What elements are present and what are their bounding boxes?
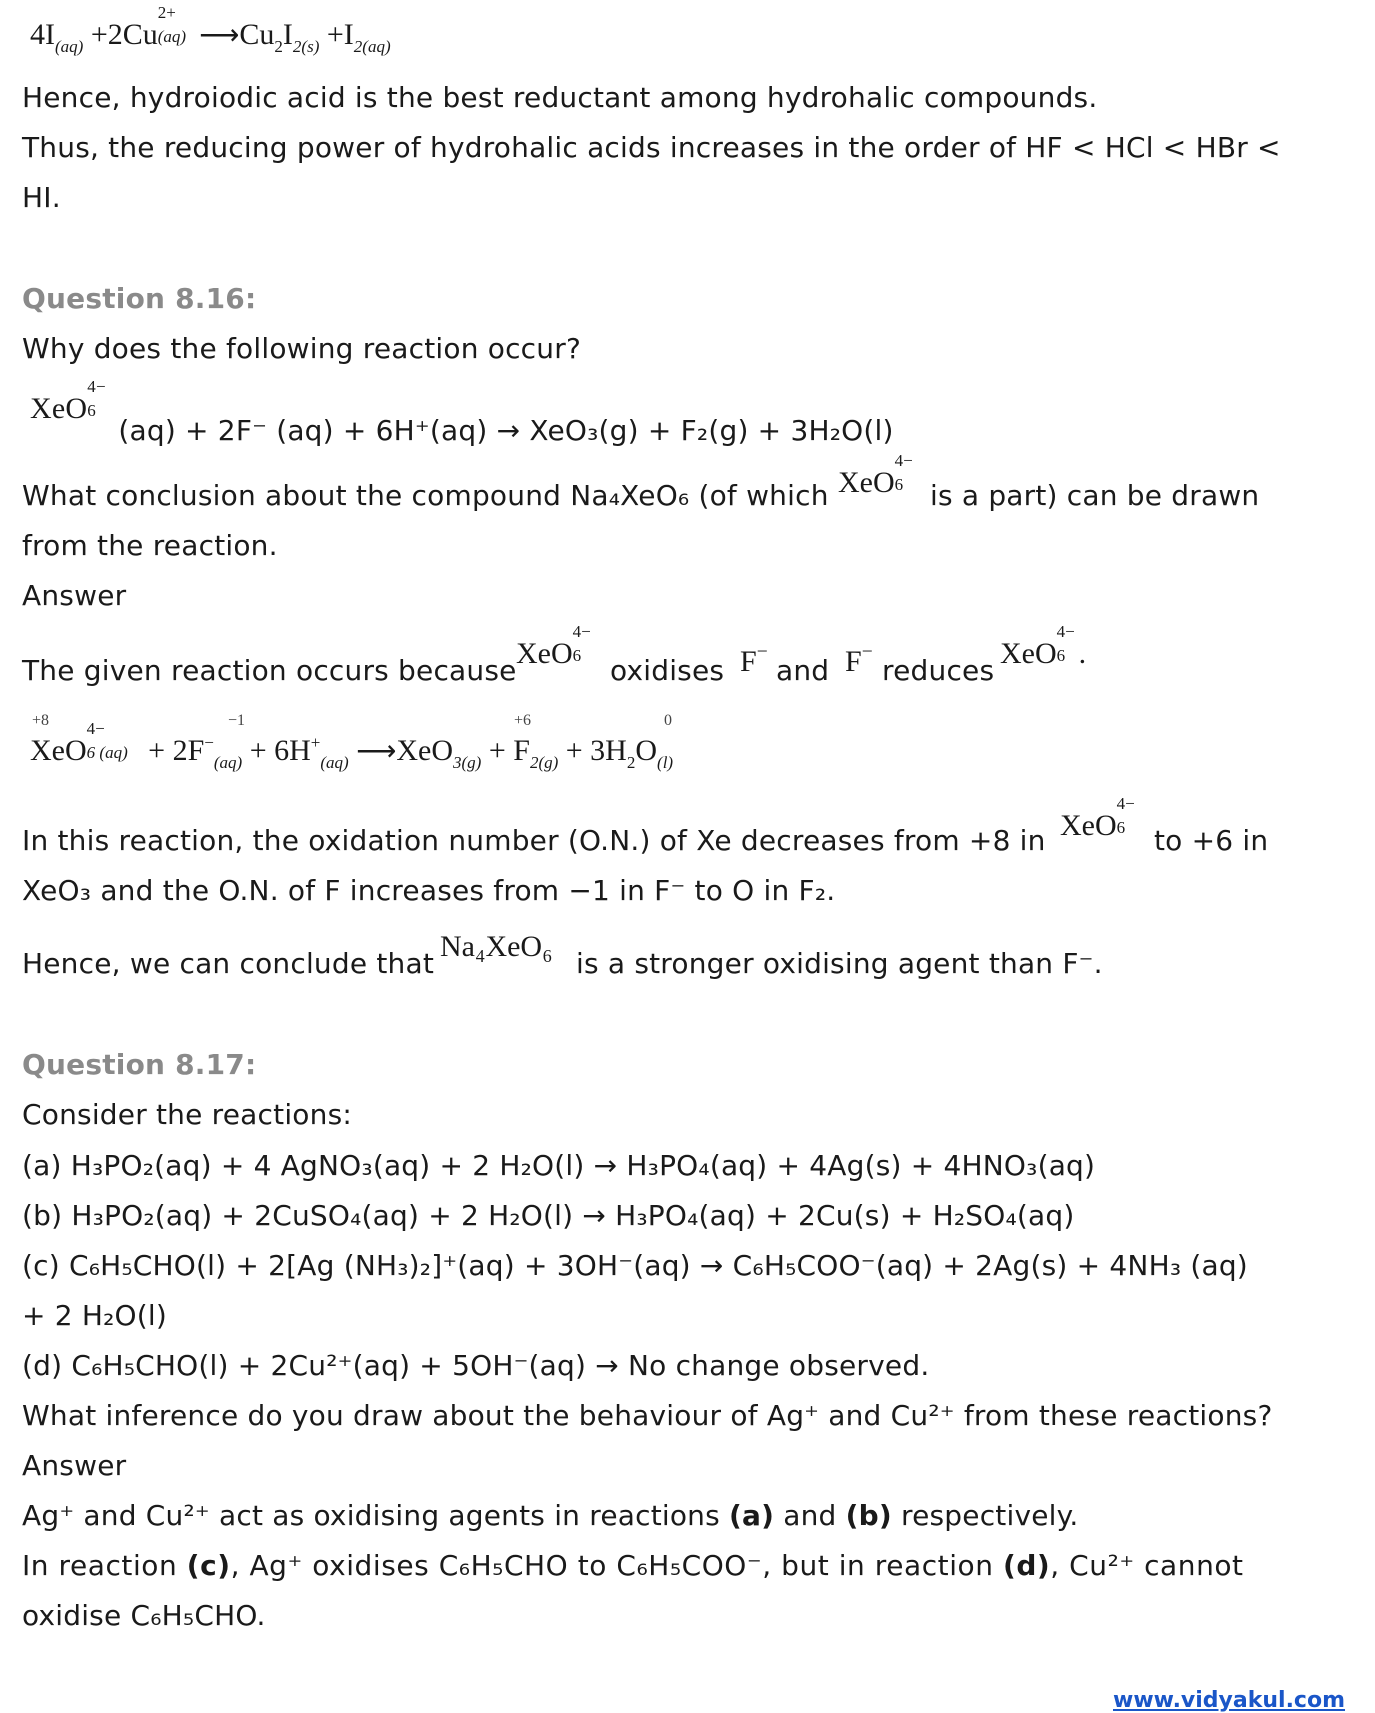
question-text: What inference do you draw about the behaviour of Ag⁺ and Cu²⁺ from these reactions? [22,1399,1273,1432]
answer-label: Answer [22,1449,127,1482]
question-heading: Question 8.16: [22,282,257,315]
reaction-a: (a) H₃PO₂(aq) + 4 AgNO₃(aq) + 2 H₂O(l) → H₃PO₄(aq) + 4Ag(s) + 4HNO₃(aq) [22,1149,1096,1182]
question-text: is a part) can be drawn [930,479,1260,512]
question-text: What conclusion about the compound Na₄XeO₆ (of which [22,479,829,512]
xeo6-formula: XeO 4− 6 [30,377,106,425]
xeo6-formula: XeO 4− 6 [838,451,913,499]
text-line: Thus, the reducing power of hydrohalic acids increases in the order of HF < HCl < HBr < [22,131,1281,164]
reaction-d: (d) C₆H₅CHO(l) + 2Cu²⁺(aq) + 5OH⁻(aq) → No change observed. [22,1349,930,1382]
answer-text: Hence, we can conclude that [22,947,435,980]
answer-text: XeO₃ and the O.N. of F increases from −1 in F⁻ to O in F₂. [22,874,836,907]
question-text: Consider the reactions: [22,1098,352,1131]
fluoride-formula: F− [740,641,768,678]
answer-label: Answer [22,579,127,612]
question-text: Why does the following reaction occur? [22,332,582,365]
answer-text: to +6 in [1154,824,1269,857]
answer-text: oxidises [610,654,725,687]
xeo6-formula: XeO 4− 6 [516,622,591,670]
answer-text: and [776,654,830,687]
text-line: HI. [22,181,61,214]
reaction-b: (b) H₃PO₂(aq) + 2CuSO₄(aq) + 2 H₂O(l) → H₃PO₄(aq) + 2Cu(s) + H₂SO₄(aq) [22,1199,1075,1232]
answer-text: The given reaction occurs because [22,654,517,687]
answer-text: In this reaction, the oxidation number (O.N.) of Xe decreases from +8 in [22,824,1046,857]
answer-text: reduces [882,654,995,687]
ox-number: −1 [228,712,246,729]
ox-number: 0 [664,712,672,729]
fluoride-formula: F− [845,641,873,678]
footer-link[interactable]: www.vidyakul.com [1113,1688,1346,1713]
question-heading: Question 8.17: [22,1048,257,1081]
question-text: from the reaction. [22,529,278,562]
na4xeo6-formula: Na₄XeO₆ [440,930,553,963]
xeo6-formula: XeO 4− 6 . [1000,622,1087,670]
equation-iodide-copper: $4I_{(aq)} +2Cu$ 2+ (aq) $⟶Cu_2I_{2(s)} +I_{2(aq)}$ [30,3,391,56]
ox-number: +6 [514,712,532,729]
answer-text: oxidise C₆H₅CHO. [22,1599,266,1632]
reaction-c-cont: + 2 H₂O(l) [22,1299,168,1332]
reaction-equation: XeO 4− 6 (aq) + 2F⁻ (aq) + 6H⁺(aq) → XeO₃(g) + F₂(g) + 3H₂O(l) [30,377,894,447]
answer-text: Ag⁺ and Cu²⁺ act as oxidising agents in reactions (a) and (b) respectively. [22,1499,1079,1532]
ox-number: +8 [32,712,50,729]
xeo6-formula: XeO 4− 6 [1060,794,1135,842]
text-line: Hence, hydroiodic acid is the best reductant among hydrohalic compounds. [22,81,1098,114]
answer-text: is a stronger oxidising agent than F⁻. [576,947,1103,980]
oxidation-reaction: XeO 4− 6 (aq) + $2F^-_{(aq)} + 6H^+_{(aq)}$ ⟶XeO$_{3(g)}$ + $F_{2(g)} + 3H_2O_{(l)}$ [30,719,674,772]
answer-text: In reaction (c), Ag⁺ oxidises C₆H₅CHO to C₆H₅COO⁻, but in reaction (d), Cu²⁺ cannot [22,1549,1244,1582]
reaction-c: (c) C₆H₅CHO(l) + 2[Ag (NH₃)₂]⁺(aq) + 3OH⁻(aq) → C₆H₅COO⁻(aq) + 2Ag(s) + 4NH₃ (aq) [22,1249,1248,1282]
